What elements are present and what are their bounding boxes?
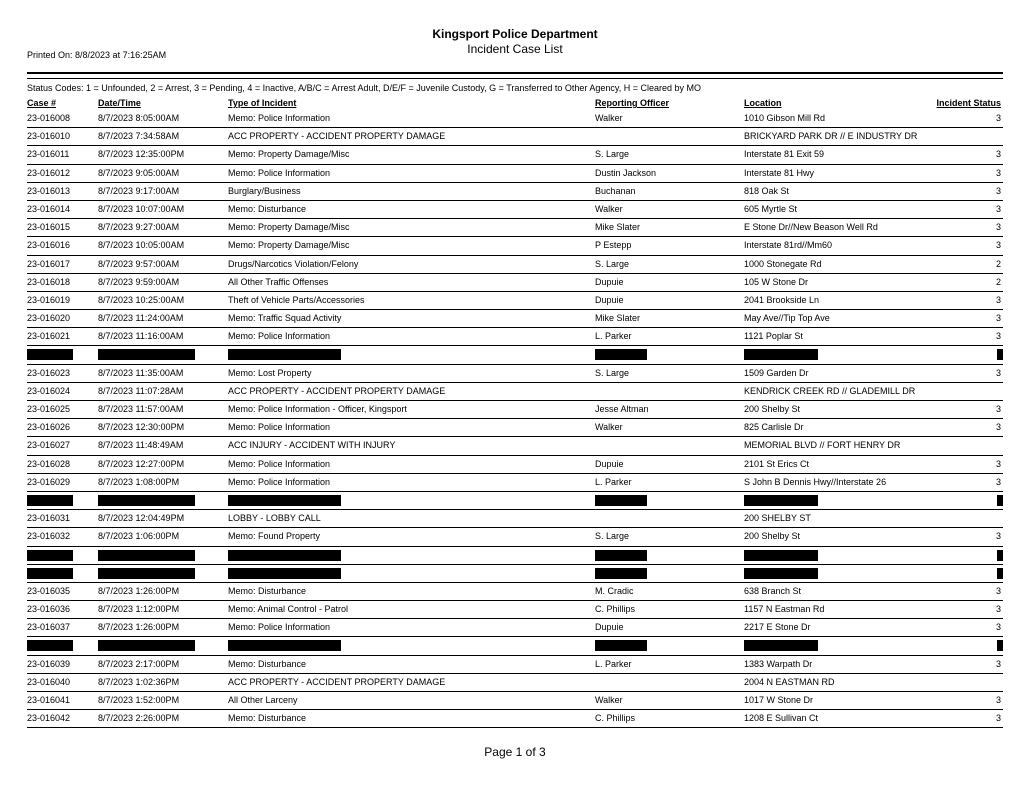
cell-date: 8/7/2023 9:05:00AM bbox=[98, 167, 180, 178]
table-row bbox=[27, 401, 1003, 419]
cell-date: 8/7/2023 10:25:00AM bbox=[98, 294, 185, 305]
redacted-row bbox=[27, 346, 1003, 364]
redacted-row bbox=[27, 547, 1003, 565]
table-row bbox=[27, 710, 1003, 728]
cell-status: 3 bbox=[995, 713, 1001, 724]
cell-date: 8/7/2023 1:52:00PM bbox=[98, 695, 180, 705]
cell-officer: Walker bbox=[595, 422, 623, 433]
cell-location: 818 Oak St bbox=[744, 185, 790, 196]
table-row bbox=[27, 619, 1003, 637]
cell-location: 200 SHELBY ST bbox=[744, 513, 811, 524]
cell-officer: Walker bbox=[595, 695, 623, 705]
cell-status: 3 bbox=[995, 458, 1001, 469]
printed-on: Printed On: 8/8/2023 at 7:16:25AM bbox=[27, 50, 167, 60]
redaction-block bbox=[27, 495, 73, 506]
cell-date: 8/7/2023 10:07:00AM bbox=[98, 203, 185, 214]
table-row bbox=[27, 328, 1003, 346]
cell-location: 605 Myrtle St bbox=[744, 203, 798, 214]
cell-case: 23-016035 bbox=[27, 585, 71, 596]
redaction-block bbox=[98, 349, 195, 360]
redaction-block bbox=[595, 349, 647, 360]
cell-case: 23-016019 bbox=[27, 294, 71, 305]
cell-status: 3 bbox=[995, 531, 1001, 542]
cell-date: 8/7/2023 1:06:00PM bbox=[98, 531, 180, 542]
cell-officer: C. Phillips bbox=[595, 713, 636, 724]
cell-case: 23-016010 bbox=[27, 131, 71, 142]
column-header-officer: Reporting Officer bbox=[595, 98, 670, 108]
cell-status: 3 bbox=[995, 313, 1001, 324]
cell-type: Drugs/Narcotics Violation/Felony bbox=[228, 258, 359, 269]
cell-case: 23-016029 bbox=[27, 476, 71, 487]
redaction-block bbox=[98, 550, 195, 561]
cell-date: 8/7/2023 9:17:00AM bbox=[98, 185, 180, 196]
table-row bbox=[27, 583, 1003, 601]
cell-date: 8/7/2023 9:27:00AM bbox=[98, 222, 180, 233]
cell-type: All Other Traffic Offenses bbox=[228, 276, 329, 287]
table-row bbox=[27, 419, 1003, 437]
cell-case: 23-016031 bbox=[27, 513, 71, 524]
cell-status: 3 bbox=[995, 113, 1001, 123]
cell-type: Memo: Disturbance bbox=[228, 658, 307, 669]
cell-officer: Dupuie bbox=[595, 622, 624, 633]
cell-status: 3 bbox=[995, 149, 1001, 160]
cell-location: 2041 Brookside Ln bbox=[744, 294, 820, 305]
table-row bbox=[27, 474, 1003, 492]
redaction-block bbox=[997, 640, 1003, 651]
cell-officer: Mike Slater bbox=[595, 222, 641, 233]
cell-location: 1509 Garden Dr bbox=[744, 367, 809, 378]
cell-case: 23-016021 bbox=[27, 331, 71, 342]
cell-type: Memo: Property Damage/Misc bbox=[228, 149, 350, 160]
table-row bbox=[27, 437, 1003, 455]
redaction-block bbox=[997, 349, 1003, 360]
cell-case: 23-016017 bbox=[27, 258, 71, 269]
cell-type: Memo: Disturbance bbox=[228, 203, 307, 214]
cell-status: 3 bbox=[995, 167, 1001, 178]
cell-case: 23-016013 bbox=[27, 185, 71, 196]
table-row bbox=[27, 692, 1003, 710]
cell-date: 8/7/2023 1:02:36PM bbox=[98, 676, 180, 687]
column-header-status: Incident Status bbox=[936, 98, 1001, 108]
redaction-block bbox=[27, 349, 73, 360]
cell-officer: P Estepp bbox=[595, 240, 632, 251]
cell-status: 3 bbox=[995, 222, 1001, 233]
cell-location: BRICKYARD PARK DR // E INDUSTRY DR bbox=[744, 131, 918, 142]
cell-location: Interstate 81 Exit 59 bbox=[744, 149, 825, 160]
cell-officer: Jesse Altman bbox=[595, 404, 649, 414]
cell-officer: S. Large bbox=[595, 367, 630, 378]
cell-case: 23-016024 bbox=[27, 385, 71, 396]
redacted-row bbox=[27, 492, 1003, 510]
cell-officer: Walker bbox=[595, 203, 623, 214]
cell-officer: Dustin Jackson bbox=[595, 167, 657, 178]
cell-type: ACC INJURY - ACCIDENT WITH INJURY bbox=[228, 440, 396, 451]
cell-type: Memo: Police Information bbox=[228, 331, 331, 342]
cell-type: Theft of Vehicle Parts/Accessories bbox=[228, 294, 365, 305]
cell-date: 8/7/2023 1:26:00PM bbox=[98, 622, 180, 633]
cell-location: 825 Carlisle Dr bbox=[744, 422, 804, 433]
redaction-block bbox=[744, 495, 818, 506]
cell-location: 200 Shelby St bbox=[744, 531, 801, 542]
cell-type: Memo: Police Information bbox=[228, 113, 331, 123]
cell-location: 1000 Stonegate Rd bbox=[744, 258, 822, 269]
cell-location: 2217 E Stone Dr bbox=[744, 622, 811, 633]
cell-officer: Walker bbox=[595, 113, 623, 123]
redaction-block bbox=[98, 640, 195, 651]
cell-date: 8/7/2023 2:17:00PM bbox=[98, 658, 180, 669]
cell-status: 3 bbox=[995, 658, 1001, 669]
cell-date: 8/7/2023 2:26:00PM bbox=[98, 713, 180, 724]
cell-status: 3 bbox=[995, 294, 1001, 305]
cell-location: 1010 Gibson Mill Rd bbox=[744, 113, 826, 123]
cell-case: 23-016020 bbox=[27, 313, 71, 324]
cell-location: 1157 N Eastman Rd bbox=[744, 604, 825, 615]
table-row bbox=[27, 674, 1003, 692]
cell-date: 8/7/2023 9:59:00AM bbox=[98, 276, 180, 287]
redaction-block bbox=[228, 640, 341, 651]
cell-status: 3 bbox=[995, 367, 1001, 378]
cell-location: 2004 N EASTMAN RD bbox=[744, 676, 835, 687]
table-row bbox=[27, 165, 1003, 183]
cell-type: Memo: Disturbance bbox=[228, 713, 307, 724]
redaction-block bbox=[744, 550, 818, 561]
cell-type: ACC PROPERTY - ACCIDENT PROPERTY DAMAGE bbox=[228, 385, 446, 396]
cell-case: 23-016032 bbox=[27, 531, 71, 542]
cell-date: 8/7/2023 11:16:00AM bbox=[98, 331, 184, 342]
table-row bbox=[27, 310, 1003, 328]
cell-type: ACC PROPERTY - ACCIDENT PROPERTY DAMAGE bbox=[228, 676, 446, 687]
cell-status: 3 bbox=[995, 604, 1001, 615]
cell-location: 1121 Poplar St bbox=[744, 331, 803, 342]
table-row bbox=[27, 219, 1003, 237]
cell-case: 23-016018 bbox=[27, 276, 71, 287]
table-row bbox=[27, 292, 1003, 310]
redaction-block bbox=[744, 568, 818, 579]
column-header-date: Date/Time bbox=[98, 98, 141, 108]
cell-status: 3 bbox=[995, 203, 1001, 214]
table-row bbox=[27, 656, 1003, 674]
cell-case: 23-016023 bbox=[27, 367, 71, 378]
redaction-block bbox=[997, 495, 1003, 506]
cell-status: 3 bbox=[995, 331, 1001, 342]
redaction-block bbox=[228, 495, 341, 506]
redaction-block bbox=[595, 550, 647, 561]
cell-type: Memo: Lost Property bbox=[228, 367, 312, 378]
cell-type: Memo: Police Information bbox=[228, 476, 331, 487]
table-row bbox=[27, 183, 1003, 201]
cell-date: 8/7/2023 11:48:49AM bbox=[98, 440, 184, 451]
cell-date: 8/7/2023 12:35:00PM bbox=[98, 149, 185, 160]
cell-case: 23-016025 bbox=[27, 404, 71, 414]
table-row bbox=[27, 274, 1003, 292]
cell-officer: L. Parker bbox=[595, 331, 632, 342]
table-row bbox=[27, 601, 1003, 619]
cell-date: 8/7/2023 1:12:00PM bbox=[98, 604, 180, 615]
cell-officer: Dupuie bbox=[595, 294, 624, 305]
cell-location: MEMORIAL BLVD // FORT HENRY DR bbox=[744, 440, 901, 451]
cell-status: 2 bbox=[995, 276, 1001, 287]
cell-location: Interstate 81rd//Mm60 bbox=[744, 240, 833, 251]
cell-case: 23-016027 bbox=[27, 440, 71, 451]
cell-location: E Stone Dr//New Beason Well Rd bbox=[744, 222, 878, 233]
cell-type: Memo: Found Property bbox=[228, 531, 321, 542]
cell-officer: M. Cradic bbox=[595, 585, 634, 596]
cell-status: 3 bbox=[995, 476, 1001, 487]
redaction-block bbox=[228, 349, 341, 360]
cell-case: 23-016011 bbox=[27, 149, 70, 160]
cell-type: Memo: Property Damage/Misc bbox=[228, 222, 350, 233]
redaction-block bbox=[27, 640, 73, 651]
cell-case: 23-016026 bbox=[27, 422, 71, 433]
cell-type: Memo: Traffic Squad Activity bbox=[228, 313, 342, 324]
cell-date: 8/7/2023 1:08:00PM bbox=[98, 476, 180, 487]
cell-case: 23-016008 bbox=[27, 113, 71, 123]
cell-status: 3 bbox=[995, 185, 1001, 196]
cell-case: 23-016028 bbox=[27, 458, 71, 469]
cell-officer: C. Phillips bbox=[595, 604, 636, 615]
cell-date: 8/7/2023 11:57:00AM bbox=[98, 404, 184, 414]
cell-officer: Mike Slater bbox=[595, 313, 641, 324]
table-row bbox=[27, 110, 1003, 128]
cell-type: Memo: Police Information bbox=[228, 167, 331, 178]
cell-date: 8/7/2023 11:35:00AM bbox=[98, 367, 184, 378]
redaction-block bbox=[228, 568, 341, 579]
redacted-row bbox=[27, 637, 1003, 655]
top-rule bbox=[27, 72, 1003, 74]
column-header-location: Location bbox=[744, 98, 782, 108]
cell-date: 8/7/2023 12:04:49PM bbox=[98, 513, 185, 524]
cell-type: Memo: Property Damage/Misc bbox=[228, 240, 350, 251]
redaction-block bbox=[228, 550, 341, 561]
cell-type: Memo: Disturbance bbox=[228, 585, 307, 596]
cell-status: 3 bbox=[995, 585, 1001, 596]
cell-officer: S. Large bbox=[595, 258, 630, 269]
cell-officer: Dupuie bbox=[595, 276, 624, 287]
cell-date: 8/7/2023 1:26:00PM bbox=[98, 585, 180, 596]
cell-officer: Buchanan bbox=[595, 185, 636, 196]
cell-case: 23-016042 bbox=[27, 713, 71, 724]
cell-case: 23-016039 bbox=[27, 658, 71, 669]
cell-location: 638 Branch St bbox=[744, 585, 802, 596]
cell-date: 8/7/2023 7:34:58AM bbox=[98, 131, 180, 142]
cell-location: Interstate 81 Hwy bbox=[744, 167, 815, 178]
cell-type: All Other Larceny bbox=[228, 695, 298, 705]
cell-type: LOBBY - LOBBY CALL bbox=[228, 513, 321, 524]
cell-date: 8/7/2023 12:27:00PM bbox=[98, 458, 185, 469]
table-row bbox=[27, 383, 1003, 401]
cell-type: ACC PROPERTY - ACCIDENT PROPERTY DAMAGE bbox=[228, 131, 446, 142]
redaction-block bbox=[595, 495, 647, 506]
redaction-block bbox=[595, 568, 647, 579]
table-row bbox=[27, 456, 1003, 474]
cell-location: 1383 Warpath Dr bbox=[744, 658, 813, 669]
cell-officer: L. Parker bbox=[595, 658, 632, 669]
cell-date: 8/7/2023 9:57:00AM bbox=[98, 258, 180, 269]
cell-type: Memo: Police Information bbox=[228, 622, 331, 633]
cell-type: Memo: Police Information bbox=[228, 458, 331, 469]
redacted-row bbox=[27, 565, 1003, 583]
redaction-block bbox=[744, 640, 818, 651]
cell-location: 1017 W Stone Dr bbox=[744, 695, 814, 705]
redaction-block bbox=[27, 550, 73, 561]
cell-location: 1208 E Sullivan Ct bbox=[744, 713, 819, 724]
cell-officer: S. Large bbox=[595, 531, 630, 542]
cell-officer: Dupuie bbox=[595, 458, 624, 469]
redaction-block bbox=[595, 640, 647, 651]
cell-type: Burglary/Business bbox=[228, 185, 301, 196]
cell-status: 3 bbox=[995, 422, 1001, 433]
table-row bbox=[27, 528, 1003, 546]
cell-case: 23-016041 bbox=[27, 695, 71, 705]
cell-location: 105 W Stone Dr bbox=[744, 276, 809, 287]
cell-case: 23-016014 bbox=[27, 203, 71, 214]
cell-case: 23-016040 bbox=[27, 676, 71, 687]
cell-status: 3 bbox=[995, 695, 1001, 705]
cell-officer: L. Parker bbox=[595, 476, 632, 487]
cell-case: 23-016036 bbox=[27, 604, 71, 615]
cell-date: 8/7/2023 12:30:00PM bbox=[98, 422, 185, 433]
cell-officer: S. Large bbox=[595, 149, 630, 160]
cell-location: 2101 St Erics Ct bbox=[744, 458, 810, 469]
cell-location: 200 Shelby St bbox=[744, 404, 801, 414]
cell-location: KENDRICK CREEK RD // GLADEMILL DR bbox=[744, 385, 916, 396]
table-row bbox=[27, 237, 1003, 255]
table-row bbox=[27, 201, 1003, 219]
cell-status: 3 bbox=[995, 240, 1001, 251]
cell-type: Memo: Animal Control - Patrol bbox=[228, 604, 349, 615]
cell-location: S John B Dennis Hwy//Interstate 26 bbox=[744, 476, 887, 487]
page-subtitle: Incident Case List bbox=[467, 42, 563, 56]
column-header-case: Case # bbox=[27, 98, 57, 108]
top-rule-thin bbox=[27, 78, 1003, 79]
cell-date: 8/7/2023 11:24:00AM bbox=[98, 313, 184, 324]
cell-case: 23-016012 bbox=[27, 167, 71, 178]
cell-type: Memo: Police Information bbox=[228, 422, 331, 433]
cell-date: 8/7/2023 11:07:28AM bbox=[98, 385, 184, 396]
redaction-block bbox=[744, 349, 818, 360]
status-codes-legend: Status Codes: 1 = Unfounded, 2 = Arrest, 3 = Pending, 4 = Inactive, A/B/C = Arrest Adult, D/E/F = Juvenile Custody, G = Transferred to Other Agency, H = Cleared by MO bbox=[27, 83, 702, 93]
cell-case: 23-016015 bbox=[27, 222, 71, 233]
redaction-block bbox=[997, 550, 1003, 561]
table-row bbox=[27, 510, 1003, 528]
cell-status: 2 bbox=[995, 258, 1001, 269]
table-row bbox=[27, 146, 1003, 164]
cell-case: 23-016016 bbox=[27, 240, 71, 251]
cell-status: 3 bbox=[995, 404, 1001, 414]
table-row bbox=[27, 365, 1003, 383]
redaction-block bbox=[98, 568, 195, 579]
cell-date: 8/7/2023 10:05:00AM bbox=[98, 240, 185, 251]
column-header-type: Type of Incident bbox=[228, 98, 297, 108]
cell-date: 8/7/2023 8:05:00AM bbox=[98, 113, 180, 123]
page-number: Page 1 of 3 bbox=[484, 745, 546, 759]
cell-type: Memo: Police Information - Officer, Kingsport bbox=[228, 404, 407, 414]
incident-table bbox=[27, 110, 1003, 728]
redaction-block bbox=[997, 568, 1003, 579]
cell-status: 3 bbox=[995, 622, 1001, 633]
page-title: Kingsport Police Department bbox=[432, 27, 598, 41]
cell-location: May Ave//Tip Top Ave bbox=[744, 313, 830, 324]
redaction-block bbox=[98, 495, 195, 506]
redaction-block bbox=[27, 568, 73, 579]
cell-case: 23-016037 bbox=[27, 622, 71, 633]
table-row bbox=[27, 256, 1003, 274]
table-row bbox=[27, 128, 1003, 146]
